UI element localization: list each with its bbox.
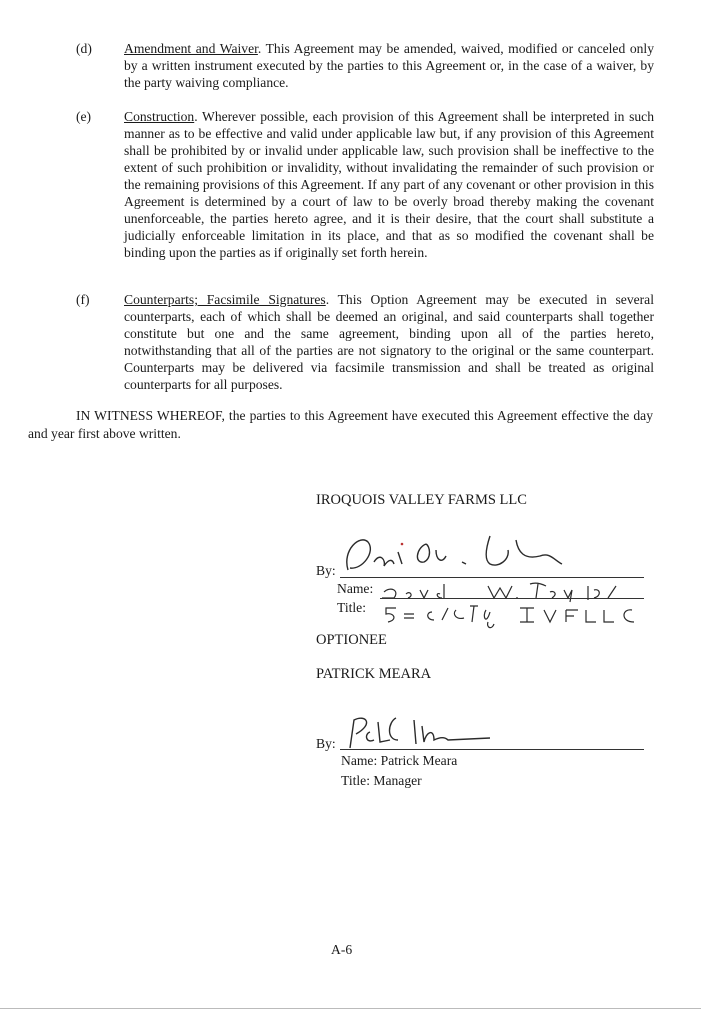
section-heading: Construction (124, 109, 195, 124)
witness-text: IN WITNESS WHEREOF, the parties to this Agreement have executed this Agreement effective the day and year first above written. (28, 408, 653, 441)
section-f (76, 291, 656, 393)
section-body (124, 291, 654, 393)
section-label: (f) (76, 292, 90, 307)
witness-clause (28, 407, 653, 443)
signature-line-1 (340, 577, 644, 578)
section-text: . Wherever possible, each provision of this Agreement shall be interpreted in such manner as to be effective and valid under applicable law but, if any provision of this Agreement shall be prohibited by or invalid under applicable law, such provision shall be ineffective to the extent of such prohibition or invalidity, without invalidating the remainder of such provision or the remaining provisions of this Agreement. If any part of any covenant or other provision in this Agreement is determined by a court of law to be overly broad thereby making the covenant unenforceable, the parties hereto agree, and it is their desire, that the court shall substitute a judicially enforceable limitation in its place, and that as so modified the covenant shall be binding upon the parties as if originally set forth herein. (124, 109, 654, 260)
name-line-1 (380, 598, 644, 599)
name-label-1: Name: (337, 581, 374, 596)
signature-1 (340, 530, 580, 580)
title-label-1: Title: (337, 600, 366, 615)
bottom-divider (0, 1008, 701, 1009)
role-optionee: OPTIONEE (316, 632, 387, 648)
name-line-2: Name: Patrick Meara (341, 753, 458, 768)
signature-2 (340, 712, 500, 752)
signature-line-2 (340, 749, 644, 750)
section-e (76, 108, 656, 278)
title-handwritten-1 (382, 600, 642, 634)
section-text: . This Option Agreement may be executed in several counterparts, each of which shall be deemed an original, and said counterparts shall together constitute but one and the same agreement, binding upon all of the parties hereto, notwithstanding that all of the parties are not signatory to the original or the same counterpart. Counterparts may be delivered via facsimile transmission and shall be treated as original counterparts for all purposes. (124, 292, 654, 392)
by-label-1: By: (316, 563, 336, 578)
section-body (124, 108, 654, 261)
section-body (124, 40, 654, 91)
section-label: (e) (76, 109, 92, 124)
by-label-2: By: (316, 736, 336, 751)
section-heading: Amendment and Waiver (124, 41, 258, 56)
company-name: IROQUOIS VALLEY FARMS LLC (316, 492, 527, 508)
page-number: A-6 (331, 942, 353, 957)
title-line-2: Title: Manager (341, 773, 422, 788)
section-d (76, 40, 656, 92)
section-label: (d) (76, 41, 92, 56)
section-heading: Counterparts; Facsimile Signatures (124, 292, 326, 307)
section-text: . This Agreement may be amended, waived, modified or canceled only by a written instrument executed by the parties to this Agreement or, in the case of a waiver, by the party waiving compliance. (124, 41, 654, 90)
party-name: PATRICK MEARA (316, 666, 432, 682)
